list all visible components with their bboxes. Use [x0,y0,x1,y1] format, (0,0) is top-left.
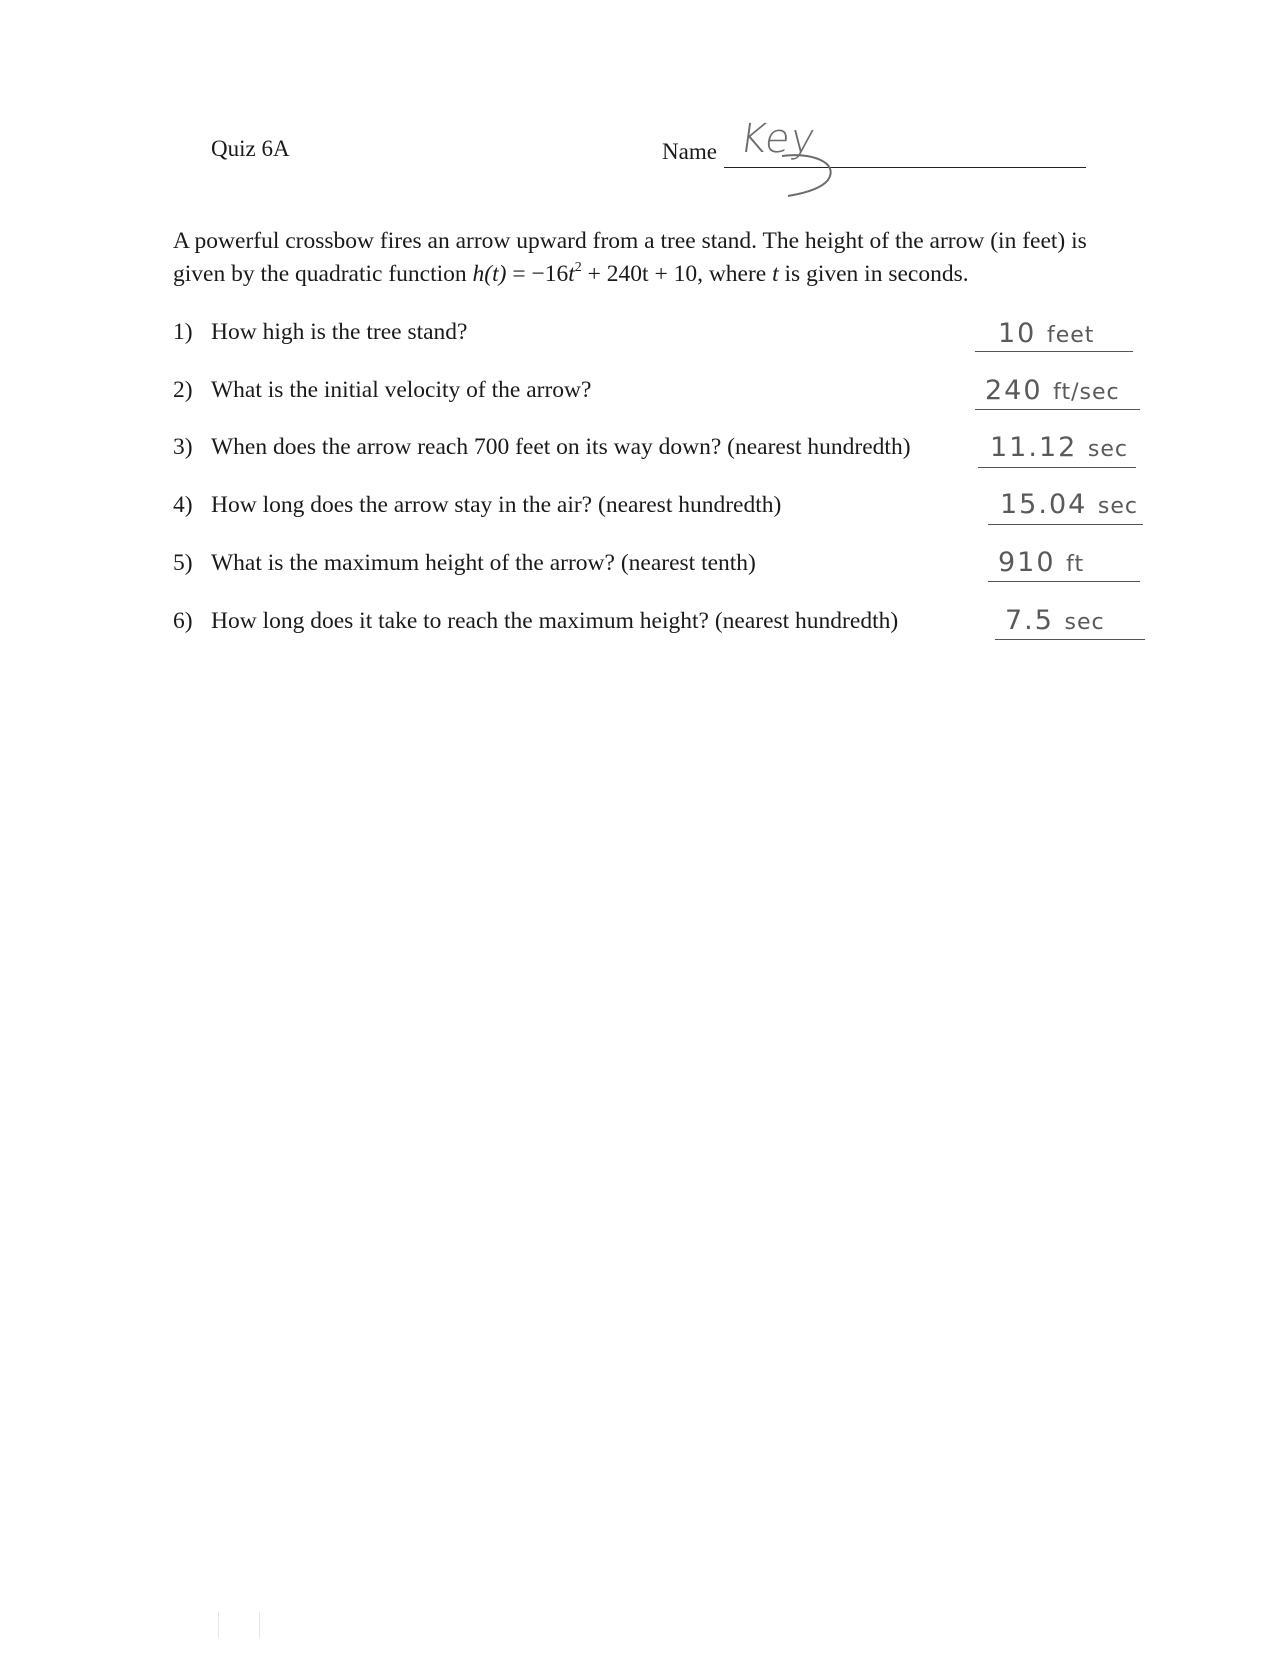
answer-5 [998,547,1084,578]
problem-line-2-suffix: , where [697,261,773,287]
question-text: How high is the tree stand? [211,319,468,345]
function-rest: + 240t + 10 [581,261,698,287]
answer-unit: sec [1087,437,1128,462]
answer-unit: sec [1064,610,1105,635]
answer-2 [985,375,1120,406]
question-4 [173,492,781,519]
name-handwritten-value: Key [736,116,819,162]
name-underline [724,167,1086,168]
problem-line-2 [173,258,1163,291]
quiz-title: Quiz 6A [211,136,290,161]
answer-3 [990,432,1128,463]
answer-value: 7.5 [1005,605,1054,636]
problem-line-1: A powerful crossbow fires an arrow upward from a tree stand. The height of the arrow (in feet) is [173,228,1087,254]
question-number: 2) [173,377,193,403]
question-number: 5) [173,550,193,576]
name-label: Name [662,139,717,164]
function-eq: = −16 [506,261,569,287]
answer-unit: feet [1046,323,1095,348]
answer-1 [998,318,1094,349]
scan-artifact [218,1612,260,1638]
question-text: How long does it take to reach the maximum height? (nearest hundredth) [211,608,899,634]
function-exponent: 2 [574,260,582,275]
problem-line-2-end: is given in seconds. [778,261,969,287]
question-text: When does the arrow reach 700 feet on its way down? (nearest hundredth) [211,434,911,460]
answer-4 [1000,489,1138,520]
question-text: How long does the arrow stay in the air? (nearest hundredth) [211,492,782,518]
answer-line-1 [975,351,1133,352]
answer-line-4 [988,524,1143,525]
answer-line-6 [995,639,1145,640]
question-number: 6) [173,608,193,634]
question-1 [173,319,467,346]
question-number: 1) [173,319,193,345]
answer-value: 910 [998,547,1056,578]
question-2 [173,377,591,404]
answer-line-5 [988,581,1140,582]
question-text: What is the initial velocity of the arrow? [211,377,592,403]
function-lhs: h(t) [472,261,507,287]
answer-value: 10 [998,318,1037,349]
question-number: 3) [173,434,193,460]
name-flourish-mark [780,150,860,200]
question-5 [173,550,756,577]
answer-6 [1005,605,1105,636]
answer-value: 11.12 [990,432,1078,463]
answer-unit: ft/sec [1053,380,1120,405]
question-number: 4) [173,492,193,518]
answer-unit: ft [1066,552,1085,577]
variable-t: t [772,261,779,287]
problem-line-2-prefix: given by the quadratic function [173,261,473,287]
function-t: t [568,261,575,287]
answer-value: 15.04 [1000,489,1088,520]
question-6 [173,608,898,635]
answer-line-3 [978,467,1136,468]
answer-value: 240 [985,375,1043,406]
question-3 [173,434,911,461]
question-text: What is the maximum height of the arrow? (nearest tenth) [211,550,756,576]
answer-unit: sec [1097,494,1138,519]
answer-line-2 [975,409,1140,410]
problem-statement [173,225,1163,291]
